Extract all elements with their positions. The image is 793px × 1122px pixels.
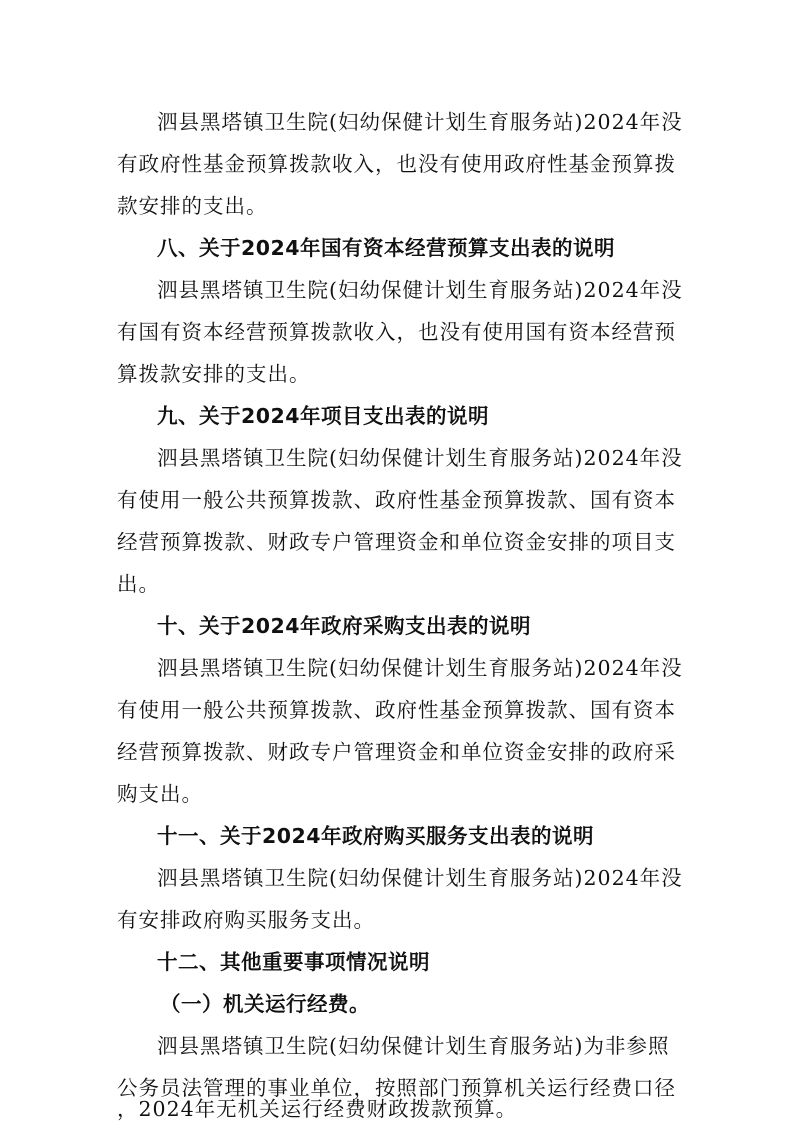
- section-heading: 八、关于2024年国有资本经营预算支出表的说明: [157, 236, 616, 260]
- paragraph-line: 出。: [117, 572, 160, 596]
- paragraph-line: 公务员法管理的事业单位，按照部门预算机关运行经费口径: [117, 1076, 676, 1100]
- paragraph-line: 泗县黑塔镇卫生院(妇幼保健计划生育服务站)2024年没: [157, 866, 683, 890]
- paragraph-line: 款安排的支出。: [117, 194, 268, 218]
- section-heading: 十二、其他重要事项情况说明: [157, 950, 430, 974]
- paragraph-line: 有国有资本经营预算拨款收入，也没有使用国有资本经营预: [117, 320, 676, 344]
- subsection-heading: （一）机关运行经费。: [160, 992, 370, 1016]
- section-heading: 九、关于2024年项目支出表的说明: [157, 404, 490, 428]
- paragraph-line: 泗县黑塔镇卫生院(妇幼保健计划生育服务站)2024年没: [157, 446, 683, 470]
- paragraph-line: 有使用一般公共预算拨款、政府性基金预算拨款、国有资本: [117, 698, 676, 722]
- paragraph-line: 泗县黑塔镇卫生院(妇幼保健计划生育服务站)2024年没: [157, 656, 683, 680]
- paragraph-line: ，2024年无机关运行经费财政拨款预算。: [117, 1097, 518, 1121]
- paragraph-line: 有使用一般公共预算拨款、政府性基金预算拨款、国有资本: [117, 488, 676, 512]
- paragraph-line: 经营预算拨款、财政专户管理资金和单位资金安排的项目支: [117, 530, 676, 554]
- section-heading: 十、关于2024年政府采购支出表的说明: [157, 614, 532, 638]
- paragraph-line: 购支出。: [117, 782, 203, 806]
- paragraph-line: 泗县黑塔镇卫生院(妇幼保健计划生育服务站)2024年没: [157, 110, 683, 134]
- paragraph-line: 有政府性基金预算拨款收入，也没有使用政府性基金预算拨: [117, 152, 676, 176]
- paragraph-line: 经营预算拨款、财政专户管理资金和单位资金安排的政府采: [117, 740, 676, 764]
- paragraph-line: 泗县黑塔镇卫生院(妇幼保健计划生育服务站)为非参照: [157, 1034, 670, 1058]
- paragraph-line: 有安排政府购买服务支出。: [117, 908, 375, 932]
- section-heading: 十一、关于2024年政府购买服务支出表的说明: [157, 824, 595, 848]
- paragraph-line: 算拨款安排的支出。: [117, 362, 311, 386]
- paragraph-line: 泗县黑塔镇卫生院(妇幼保健计划生育服务站)2024年没: [157, 278, 683, 302]
